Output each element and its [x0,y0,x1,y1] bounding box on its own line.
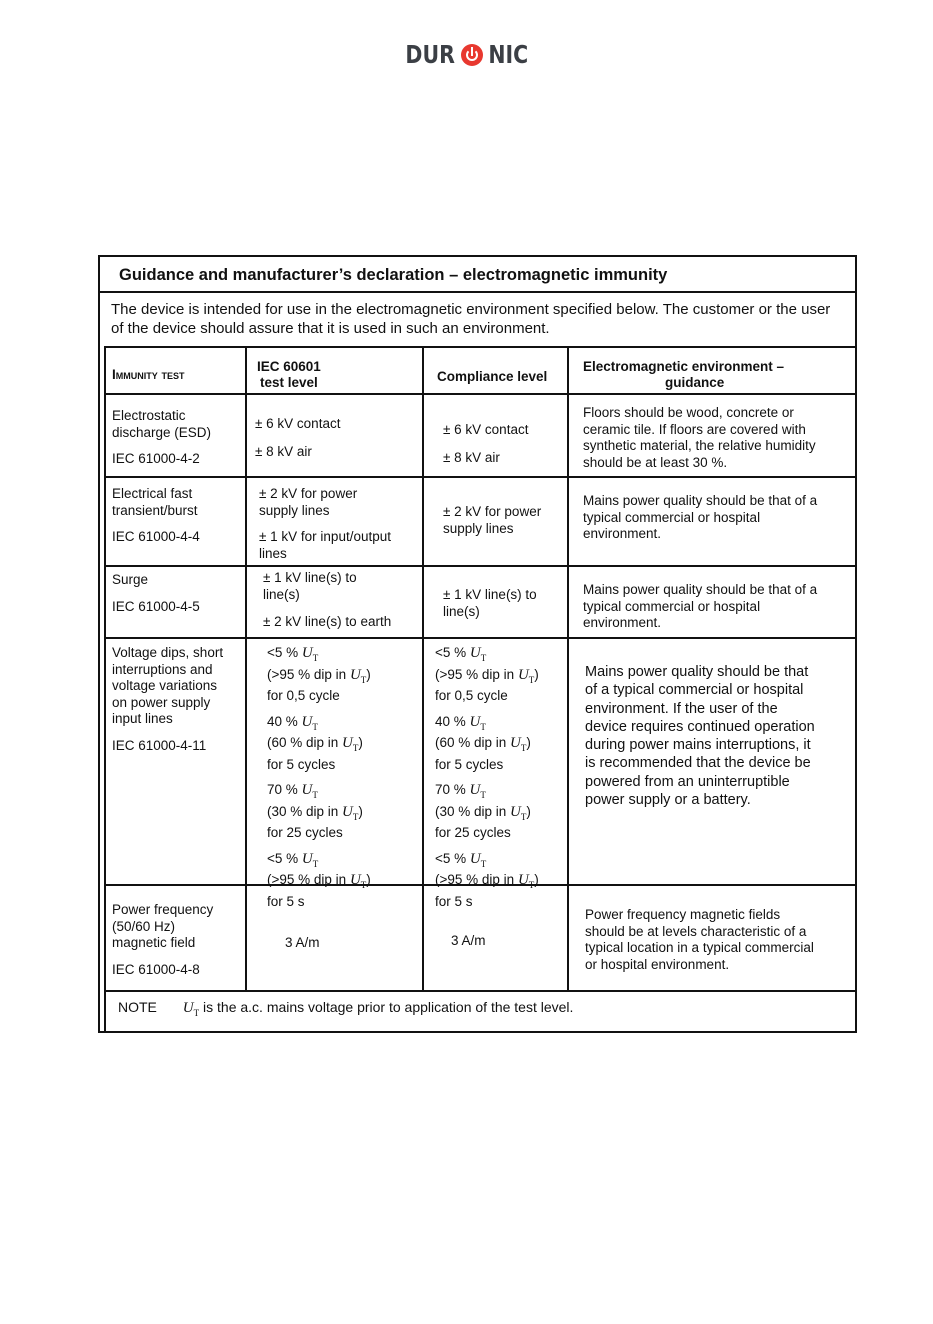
power-icon [461,44,483,66]
esd-guidance: Floors should be wood, concrete or ceramic tile. If floors are covered with synthetic material, the relative humidity should be at least 30 %. [583,405,816,470]
dips-test-level: <5 % $U_T$ (>95 % dip in $U_T$) for 0,5 cycle 40 % $U_T$ (60 % dip in $U_T$) for 5 cycles 70 % $U_T$ (30 % dip in $U_T$) for 25 cycles <5 % $U_T$ (>95 % dip in $U_T$) for 5 s [267,645,371,909]
header-guidance: Electromagnetic environment – guidance [583,359,785,390]
surge-test-level: ± 1 kV line(s) to line(s) ± 2 kV line(s) to earth [263,570,392,629]
surge-compliance: ± 1 kV line(s) to line(s) [443,587,537,619]
rule-row1-bottom [104,476,857,478]
surge-guidance: Mains power quality should be that of a typical commercial or hospital environment. [583,582,818,630]
esd-compliance: ± 6 kV contact ± 8 kV air [443,422,529,465]
rule-header-top [104,346,857,348]
pf-compliance: 3 A/m [451,933,486,948]
eft-guidance: Mains power quality should be that of a typical commercial or hospital environment. [583,493,818,541]
rule-row3-bottom [104,637,857,639]
header-immunity-test: Immunity test [112,367,185,382]
emc-immunity-table [98,255,857,1033]
esd-test-level: ± 6 kV contact ± 8 kV air [255,416,341,459]
pf-test-level: 3 A/m [285,935,320,950]
header-compliance-level: Compliance level [437,369,548,384]
header-test-level: IEC 60601 test level [257,359,321,390]
dips-compliance: <5 % $U_T$ (>95 % dip in $U_T$) for 0,5 cycle 40 % $U_T$ (60 % dip in $U_T$) for 5 cycles 70 % $U_T$ (30 % dip in $U_T$) for 25 cycles <5 % $U_T$ (>95 % dip in $U_T$) for 5 s [435,645,539,909]
pf-test: Power frequency (50/60 Hz) magnetic field IEC 61000-4-8 [112,902,214,977]
esd-test: Electrostatic discharge (ESD) IEC 61000-4-2 [112,408,212,466]
pf-guidance: Power frequency magnetic fields should be at levels characteristic of a typical location in a typical commercial or hospital environment. [585,907,814,972]
table-title: Guidance and manufacturer’s declaration – electromagnetic immunity [100,257,855,293]
logo-text-left: DUR [405,40,455,69]
rule-row2-bottom [104,565,857,567]
eft-compliance: ± 2 kV for power supply lines [443,504,542,536]
rule-header-bottom [104,393,857,395]
table-intro: The device is intended for use in the electromagnetic environment specified below. The customer or the user of the device should assure that it is used in such an environment. [111,301,831,337]
eft-test-level: ± 2 kV for power supply lines ± 1 kV for input/output lines [259,486,391,561]
duronic-logo [0,40,933,69]
eft-test: Electrical fast transient/burst IEC 61000-4-4 [112,486,200,544]
rule-left [104,346,106,1032]
rule-col2 [422,346,424,992]
dips-test: Voltage dips, short interruptions and voltage variations on power supply input lines IEC 61000-4-11 [112,645,224,753]
logo-text-right: NIC [488,40,529,69]
rule-col3 [567,346,569,992]
surge-test: Surge IEC 61000-4-5 [112,572,200,614]
dips-guidance: Mains power quality should be that of a typical commercial or hospital environment. If the user of the device requires continued operation during power mains interruptions, it is recommended that the device be powered from an uninterruptible power supply or a battery. [585,664,815,809]
table-note: NOTE $U_T$ is the a.c. mains voltage prior to application of the test level. [118,999,574,1018]
rule-row5-bottom [104,990,857,992]
rule-col1 [245,346,247,992]
